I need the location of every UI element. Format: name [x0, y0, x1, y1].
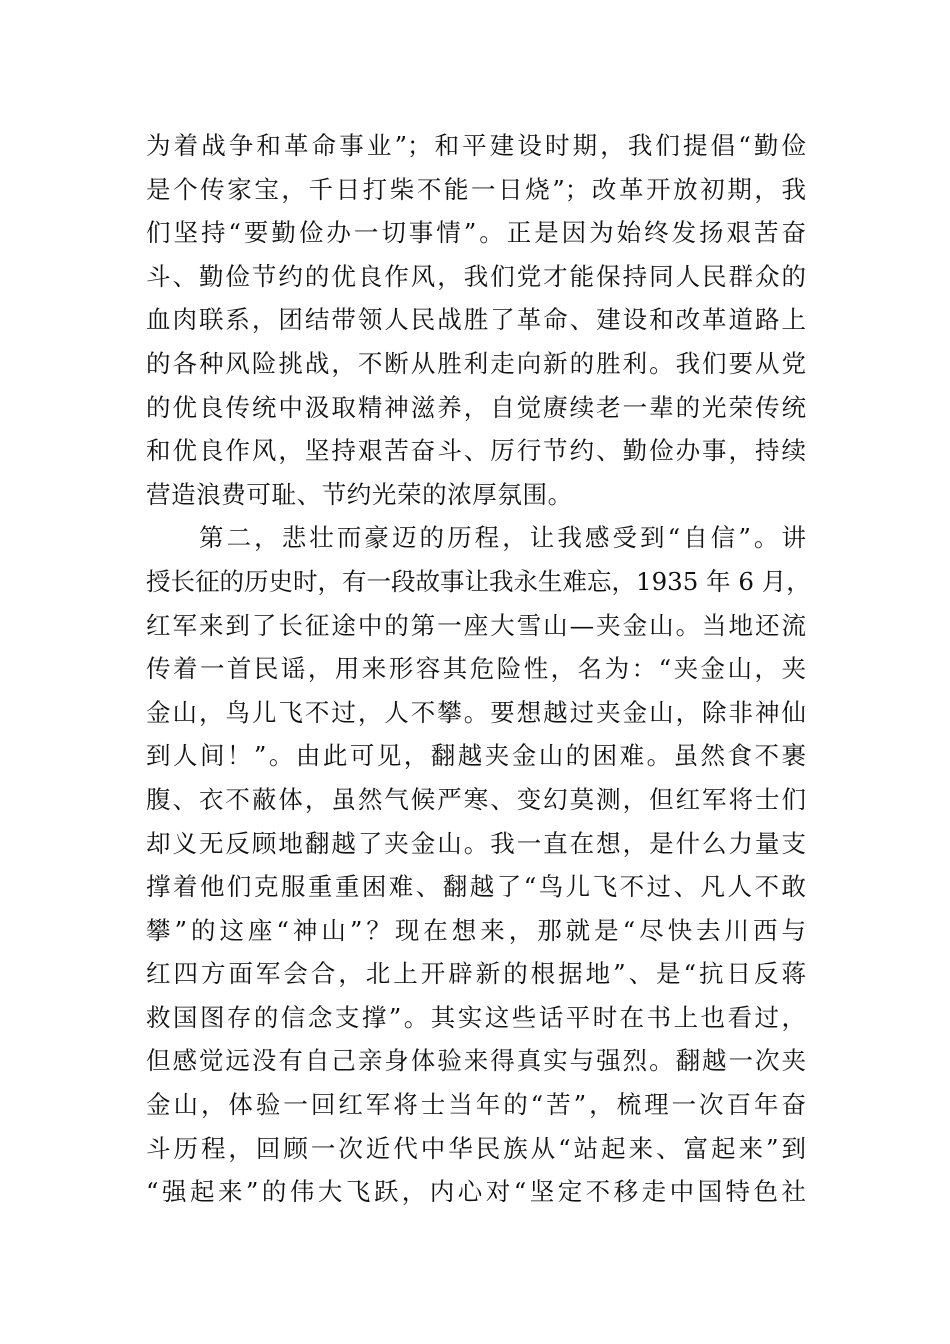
text-line: 金山，鸟儿飞不过，人不攀。要想越过夹金山，除非神仙 [146, 697, 806, 727]
text-line: “强起来”的伟大飞跃，内心对“坚定不移走中国特色社 [146, 1177, 806, 1207]
document-body [146, 124, 811, 1214]
text-line: 的优良传统中汲取精神滋养，自觉赓续老一辈的光荣传统 [146, 392, 806, 422]
text-line-paragraph-end: 营造浪费可耻、节约光荣的浓厚氛围。 [146, 479, 573, 509]
text-line-paragraph-start: 第二，悲壮而豪迈的历程，让我感受到“自信”。讲 [199, 523, 806, 553]
text-line: 到人间！”。由此可见，翻越夹金山的困难。虽然食不裹 [146, 741, 806, 771]
text-line: 腹、衣不蔽体，虽然气候严寒、变幻莫测，但红军将士们 [146, 784, 806, 814]
text-line: 的各种风险挑战，不断从胜利走向新的胜利。我们要从党 [146, 348, 806, 378]
text-line: 斗、勤俭节约的优良作风，我们党才能保持同人民群众的 [146, 261, 806, 291]
text-line: 传着一首民谣，用来形容其危险性，名为：“夹金山，夹 [146, 654, 806, 684]
text-line: 授长征的历史时，有一段故事让我永生难忘，1935 年 6 月， [146, 566, 811, 596]
text-line: 撑着他们克服重重困难、翻越了“鸟儿飞不过、凡人不敢 [146, 872, 806, 902]
text-line: 是个传家宝，千日打柴不能一日烧”；改革开放初期，我 [146, 174, 806, 204]
text-line: 斗历程，回顾一次近代中华民族从“站起来、富起来”到 [146, 1133, 806, 1163]
text-line: 却义无反顾地翻越了夹金山。我一直在想，是什么力量支 [146, 828, 806, 858]
text-line: 攀”的这座“神山”？现在想来，那就是“尽快去川西与 [146, 915, 806, 945]
text-line: 救国图存的信念支撑”。其实这些话平时在书上也看过， [146, 1002, 806, 1032]
text-line: 和优良作风，坚持艰苦奋斗、厉行节约、勤俭办事，持续 [146, 436, 806, 466]
text-line: 们坚持“要勤俭办一切事情”。正是因为始终发扬艰苦奋 [146, 218, 806, 248]
text-line: 金山，体验一回红军将士当年的“苦”，梳理一次百年奋 [146, 1090, 806, 1120]
text-line: 为着战争和革命事业”；和平建设时期，我们提倡“勤俭 [146, 131, 806, 160]
text-line: 但感觉远没有自己亲身体验来得真实与强烈。翻越一次夹 [146, 1046, 806, 1076]
text-line: 红四方面军会合，北上开辟新的根据地”、是“抗日反蒋 [146, 959, 806, 989]
text-line: 红军来到了长征途中的第一座大雪山—夹金山。当地还流 [146, 610, 806, 640]
text-line: 血肉联系，团结带领人民战胜了革命、建设和改革道路上 [146, 305, 806, 335]
